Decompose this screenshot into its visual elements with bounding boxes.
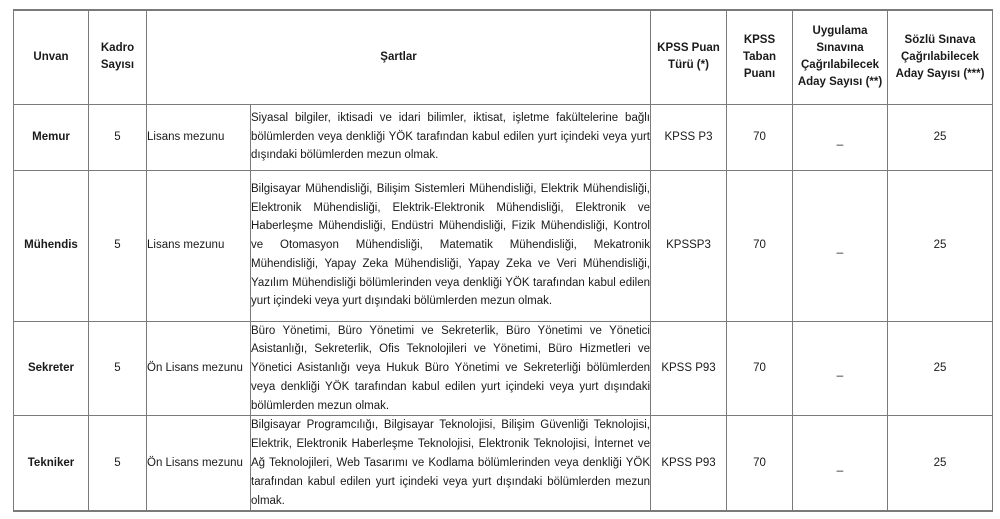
header-uygulama-aday-sayisi: Uygulama Sınavına Çağrılabilecek Aday Sayısı (**) bbox=[793, 10, 888, 104]
kadro-cell: 5 bbox=[89, 170, 147, 321]
education-cell: Lisans mezunu bbox=[147, 104, 251, 170]
header-kpss-taban-puani: KPSS Taban Puanı bbox=[727, 10, 793, 104]
table-row bbox=[14, 416, 993, 511]
header-sartlar: Şartlar bbox=[147, 10, 651, 104]
taban-puani-cell: 70 bbox=[727, 104, 793, 170]
education-cell: Lisans mezunu bbox=[147, 170, 251, 321]
header-row bbox=[14, 10, 993, 104]
taban-puani-cell: 70 bbox=[727, 170, 793, 321]
header-kpss-puan-turu: KPSS Puan Türü (*) bbox=[651, 10, 727, 104]
requirements-cell: Bilgisayar Mühendisliği, Bilişim Sistemleri Mühendisliği, Elektrik Mühendisliği, Elektronik Mühendisliği, Elektrik-Elektronik Mühendisliği, Elektronik ve Haberleşme Mühendisliği, Endüstri Mühendisliği, Fizik Mühendisliği, Kontrol ve Otomasyon Mühendisliği, Matematik Mühendisliği, Mekatronik Mühendisliği, Yapay Zeka Mühendisliği, Yapay Zeka ve Veri Mühendisliği, Yazılım Mühendisliği bölümlerinden veya denkliği YÖK tarafından kabul edilen yurt içindeki veya yurt dışındaki bölümlerden mezun olmak. bbox=[251, 170, 651, 321]
puan-turu-cell: KPSS P93 bbox=[651, 321, 727, 416]
uygulama-cell bbox=[793, 104, 888, 170]
uygulama-value: _ bbox=[836, 460, 844, 473]
header-unvan: Unvan bbox=[14, 10, 89, 104]
taban-puani-cell: 70 bbox=[727, 416, 793, 511]
uygulama-value: _ bbox=[836, 133, 844, 146]
uygulama-cell bbox=[793, 170, 888, 321]
requirements-cell: Büro Yönetimi, Büro Yönetimi ve Sekreterlik, Büro Yönetimi ve Yönetici Asistanlığı, Sekreterlik, Ofis Teknolojileri ve Yönetimi, Büro Hizmetleri ve Yönetici Asistanlığı veya Hukuk Büro Yönetimi ve Sekreterliği bölümlerden veya denkliği YÖK tarafından kabul edilen yurt içindeki veya yurt dışındaki bölümlerden mezun olmak. bbox=[251, 321, 651, 416]
education-cell: Ön Lisans mezunu bbox=[147, 321, 251, 416]
unvan-cell: Sekreter bbox=[14, 321, 89, 416]
uygulama-value: _ bbox=[836, 365, 844, 378]
table-row bbox=[14, 321, 993, 416]
sozlu-cell: 25 bbox=[888, 104, 993, 170]
taban-puani-cell: 70 bbox=[727, 321, 793, 416]
kadro-cell: 5 bbox=[89, 416, 147, 511]
header-kadro-sayisi: Kadro Sayısı bbox=[89, 10, 147, 104]
sozlu-cell: 25 bbox=[888, 170, 993, 321]
education-cell: Ön Lisans mezunu bbox=[147, 416, 251, 511]
unvan-cell: Mühendis bbox=[14, 170, 89, 321]
requirements-cell: Siyasal bilgiler, iktisadi ve idari bilimler, iktisat, işletme fakültelerine bağlı bölümlerden veya denkliği YÖK tarafından kabul edilen yurt içindeki veya yurt dışındaki bölümlerden mezun olmak. bbox=[251, 104, 651, 170]
unvan-cell: Memur bbox=[14, 104, 89, 170]
puan-turu-cell: KPSS P93 bbox=[651, 416, 727, 511]
puan-turu-cell: KPSS P3 bbox=[651, 104, 727, 170]
table-row bbox=[14, 104, 993, 170]
uygulama-cell bbox=[793, 321, 888, 416]
job-requirements-table bbox=[13, 9, 993, 512]
kadro-cell: 5 bbox=[89, 104, 147, 170]
header-sozlu-aday-sayisi: Sözlü Sınava Çağrılabilecek Aday Sayısı (***) bbox=[888, 10, 993, 104]
uygulama-cell bbox=[793, 416, 888, 511]
table-row bbox=[14, 170, 993, 321]
unvan-cell: Tekniker bbox=[14, 416, 89, 511]
uygulama-value: _ bbox=[836, 242, 844, 255]
sozlu-cell: 25 bbox=[888, 416, 993, 511]
kadro-cell: 5 bbox=[89, 321, 147, 416]
puan-turu-cell: KPSSP3 bbox=[651, 170, 727, 321]
sozlu-cell: 25 bbox=[888, 321, 993, 416]
requirements-cell: Bilgisayar Programcılığı, Bilgisayar Teknolojisi, Bilişim Güvenliği Teknolojisi, Elektrik, Elektronik Haberleşme Teknolojisi, Elektronik Teknolojisi, İnternet ve Ağ Teknolojileri, Web Tasarımı ve Kodlama bölümlerinden veya denkliği YÖK tarafından kabul edilen yurt içindeki veya yurt dışındaki bölümlerden mezun olmak. bbox=[251, 416, 651, 511]
